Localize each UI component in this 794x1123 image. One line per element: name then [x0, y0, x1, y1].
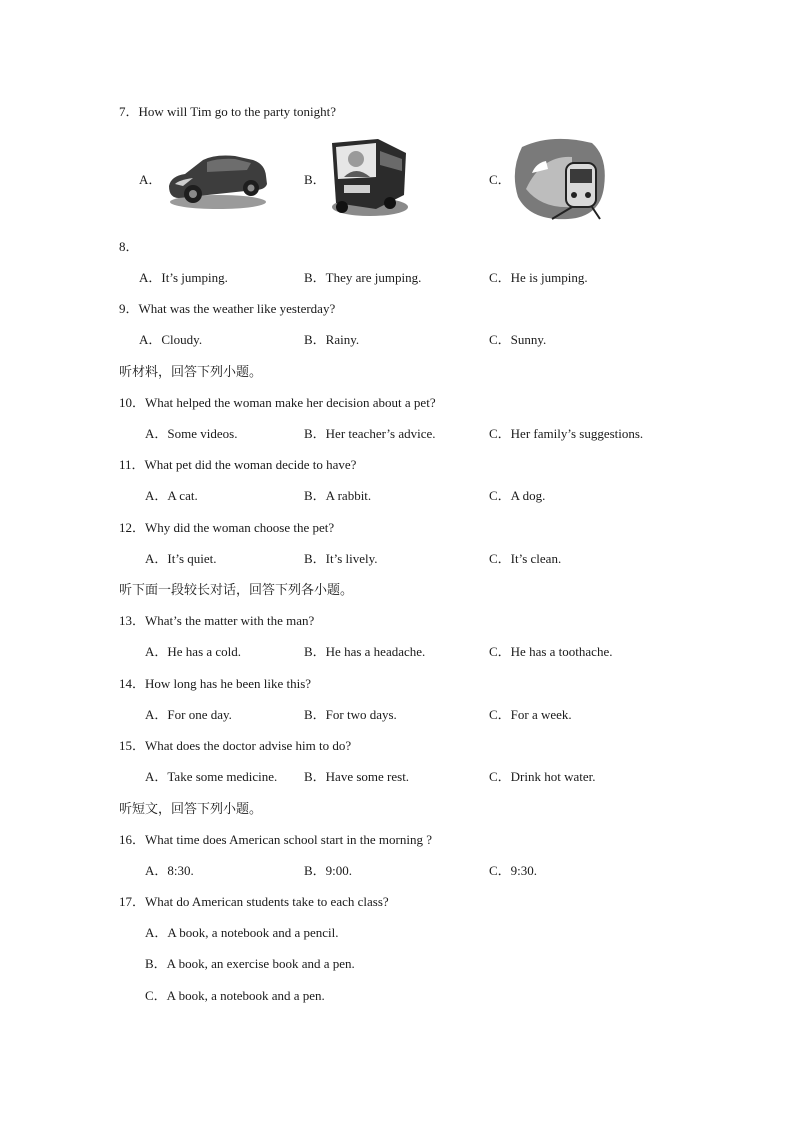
- option-10a: A．Some videos.: [145, 426, 238, 441]
- option-15b: B．Have some rest.: [304, 769, 410, 784]
- option-17a: A．A book, a notebook and a pencil.: [145, 925, 339, 940]
- option-11c: C．A dog.: [489, 488, 546, 503]
- train-icon: [512, 137, 607, 221]
- option-8a: A．It’s jumping.: [139, 270, 228, 285]
- question-9: 9．What was the weather like yesterday?: [119, 301, 336, 316]
- question-8: 8．: [119, 239, 139, 254]
- option-12c: C．It’s clean.: [489, 551, 562, 566]
- question-17: 17．What do American students take to each class?: [119, 894, 389, 909]
- option-11b: B．A rabbit.: [304, 488, 372, 503]
- option-10b: B．Her teacher’s advice.: [304, 426, 436, 441]
- option-13c: C．He has a toothache.: [489, 644, 613, 659]
- question-16: 16．What time does American school start in the morning ?: [119, 832, 433, 847]
- option-15c: C．Drink hot water.: [489, 769, 596, 784]
- option-14a: A．For one day.: [145, 707, 232, 722]
- question-10: 10．What helped the woman make her decision about a pet?: [119, 395, 436, 410]
- option-12b: B．It’s lively.: [304, 551, 378, 566]
- option-7c: C．: [489, 172, 511, 187]
- section-instruction-3: 听短文，回答下列小题。: [119, 801, 263, 816]
- question-12: 12．Why did the woman choose the pet?: [119, 520, 335, 535]
- option-7b: B．: [304, 172, 326, 187]
- option-13b: B．He has a headache.: [304, 644, 426, 659]
- section-instruction-1: 听材料，回答下列小题。: [119, 364, 263, 379]
- option-8b: B．They are jumping.: [304, 270, 422, 285]
- car-icon: [163, 150, 269, 212]
- option-10c: C．Her family’s suggestions.: [489, 426, 644, 441]
- option-9c: C．Sunny.: [489, 332, 547, 347]
- question-14: 14．How long has he been like this?: [119, 676, 312, 691]
- option-11a: A．A cat.: [145, 488, 198, 503]
- option-16b: B．9:00.: [304, 863, 353, 878]
- option-17b: B．A book, an exercise book and a pen.: [145, 956, 355, 971]
- option-15a: A．Take some medicine.: [145, 769, 278, 784]
- option-14b: B．For two days.: [304, 707, 397, 722]
- option-9a: A．Cloudy.: [139, 332, 203, 347]
- option-8c: C．He is jumping.: [489, 270, 588, 285]
- option-12a: A．It’s quiet.: [145, 551, 217, 566]
- question-7: 7．How will Tim go to the party tonight?: [119, 104, 337, 119]
- question-15: 15．What does the doctor advise him to do?: [119, 738, 352, 753]
- option-16c: C．9:30.: [489, 863, 538, 878]
- option-7a: A．: [139, 172, 162, 187]
- question-11: 11．What pet did the woman decide to have?: [119, 457, 357, 472]
- question-13: 13．What’s the matter with the man?: [119, 613, 315, 628]
- option-9b: B．Rainy.: [304, 332, 360, 347]
- section-instruction-2: 听下面一段较长对话，回答下列各小题。: [119, 582, 354, 597]
- option-16a: A．8:30.: [145, 863, 194, 878]
- option-13a: A．He has a cold.: [145, 644, 242, 659]
- option-14c: C．For a week.: [489, 707, 572, 722]
- bus-icon: [330, 137, 410, 217]
- option-17c: C．A book, a notebook and a pen.: [145, 988, 325, 1003]
